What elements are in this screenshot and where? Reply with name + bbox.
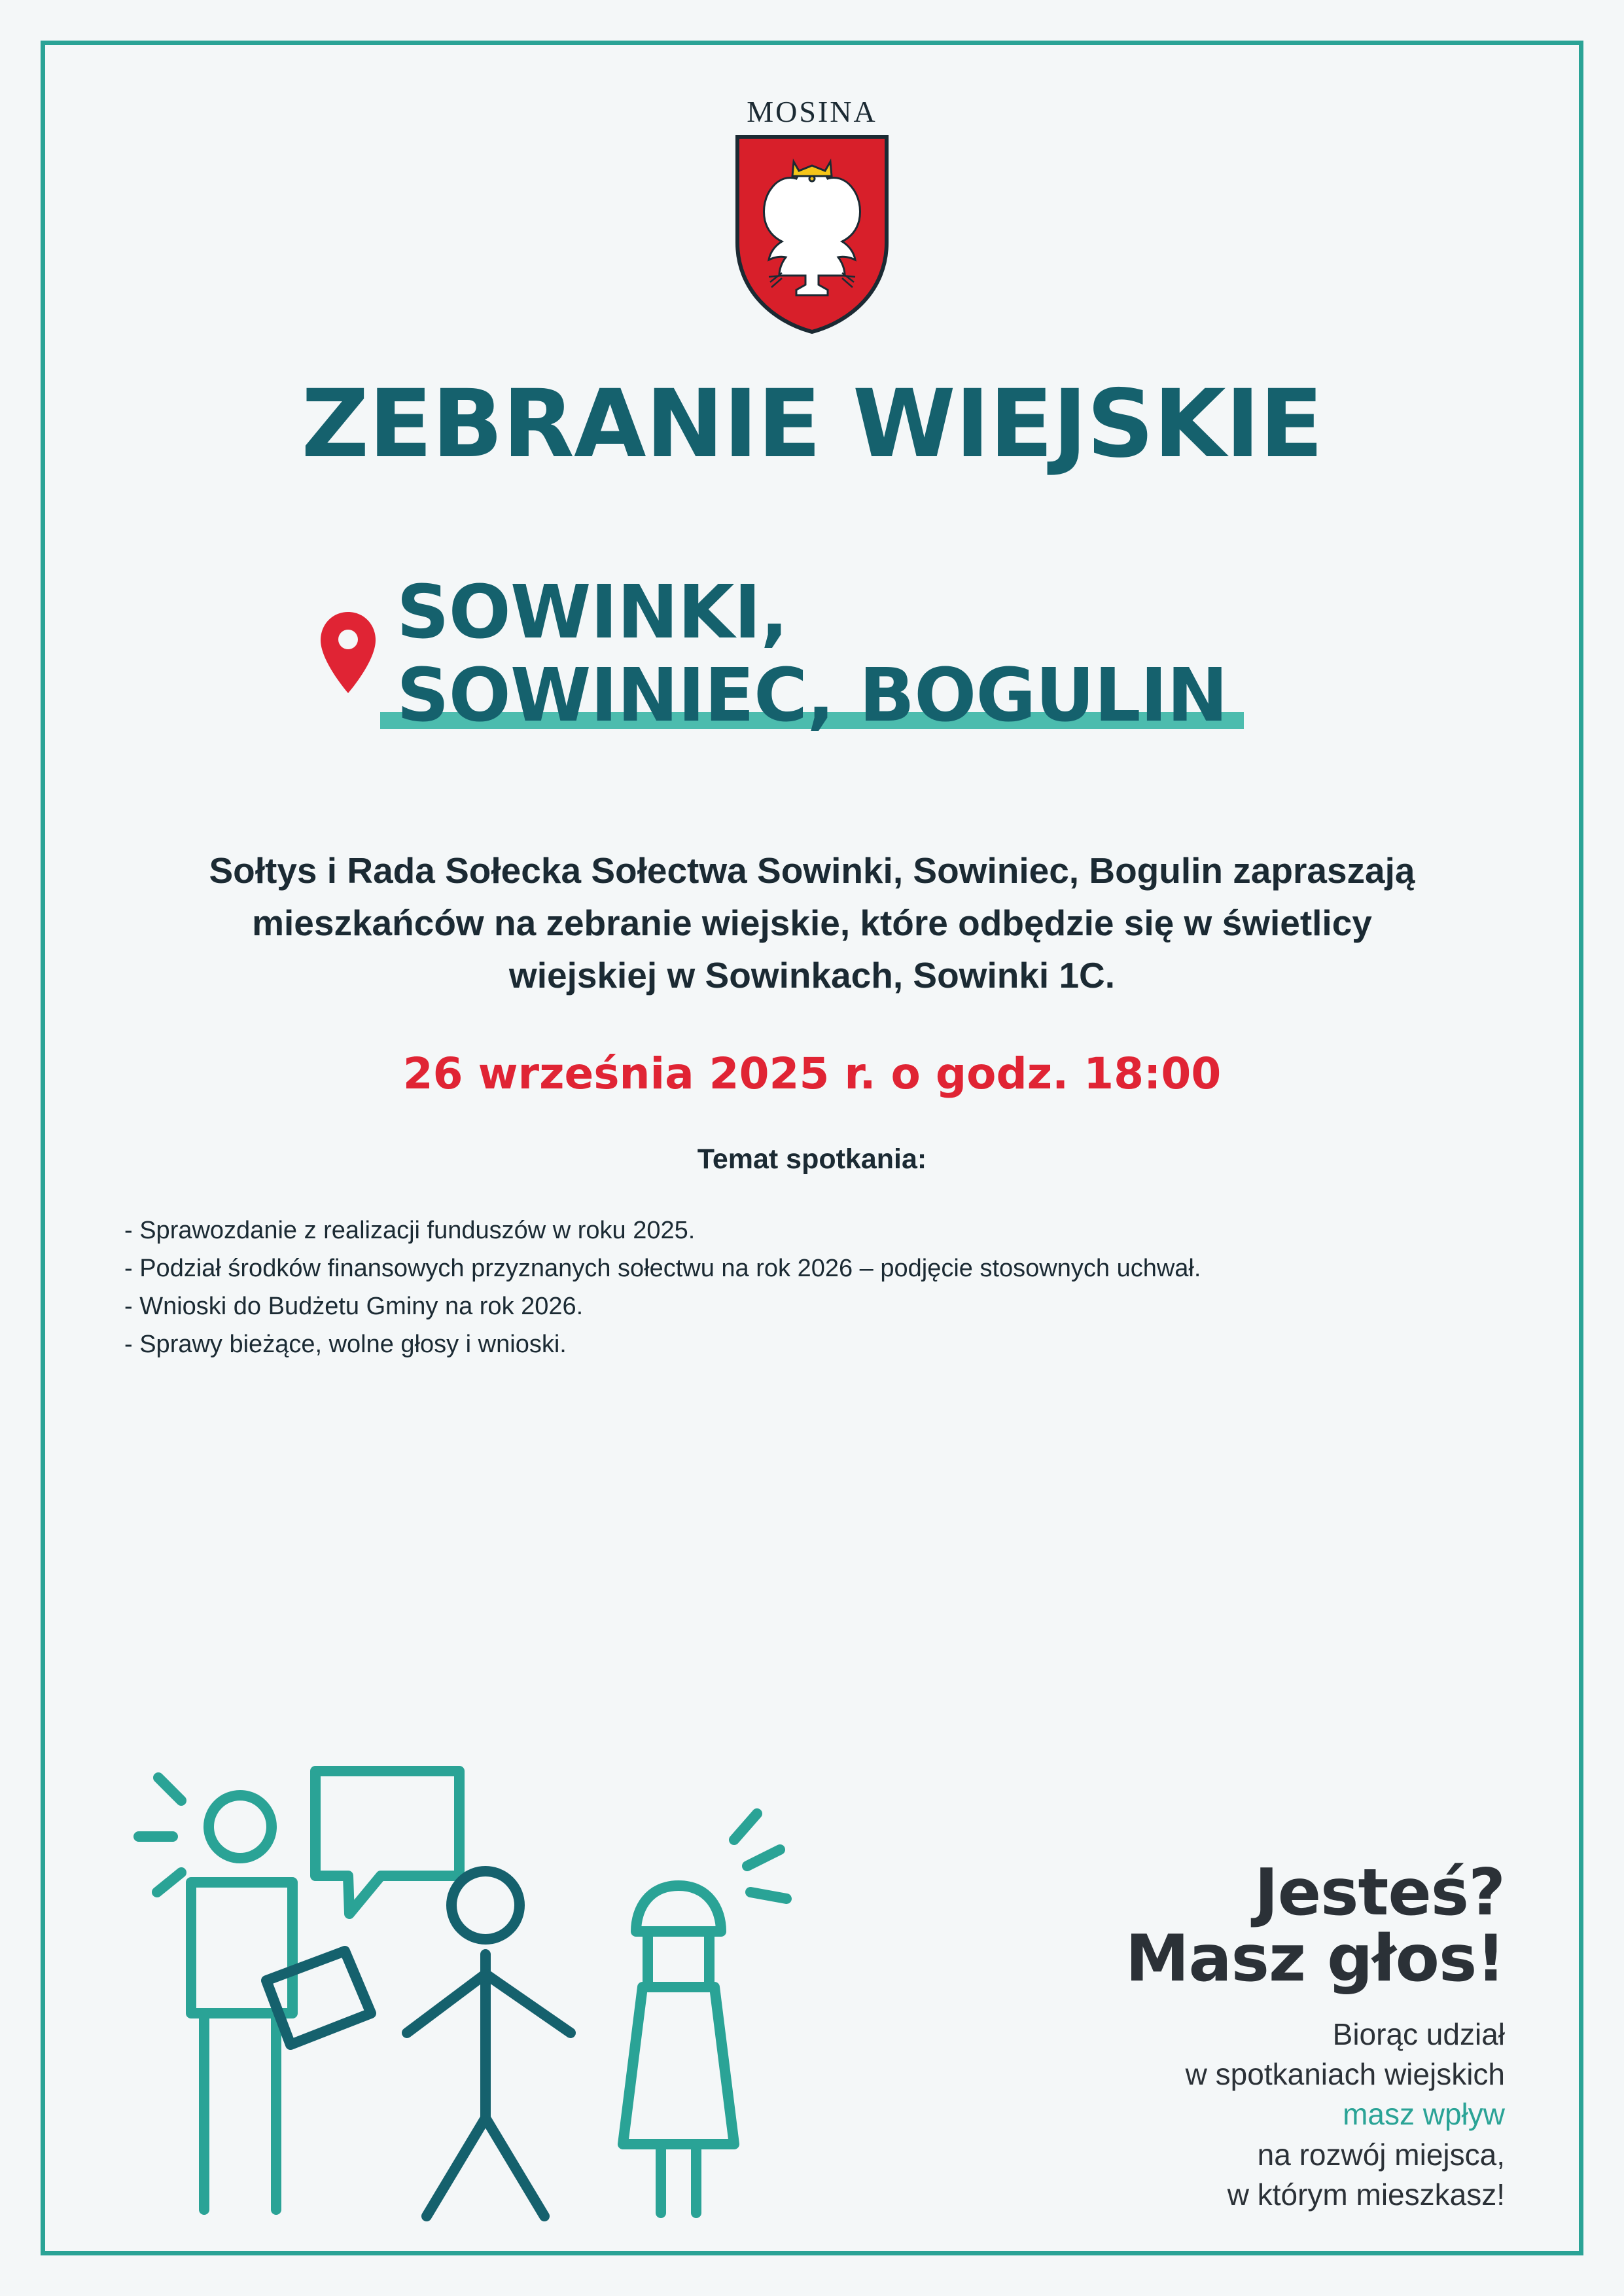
- location-line-2: SOWINIEC, BOGULIN: [397, 653, 1227, 738]
- people-talking-illustration: [119, 1751, 832, 2229]
- municipality-label: MOSINA: [747, 95, 877, 128]
- topic-title: Temat spotkania:: [697, 1143, 927, 1175]
- agenda-item: - Sprawozdanie z realizacji funduszów w roku 2025.: [124, 1217, 696, 1245]
- cta-subtext: [1125, 2015, 1505, 2215]
- crest-block: [119, 94, 1505, 336]
- agenda-item: - Wnioski do Budżetu Gminy na rok 2026.: [124, 1292, 584, 1320]
- cta-sub-accent: masz wpływ: [1343, 2097, 1505, 2132]
- cta-sub-line-1: Biorąc udział: [1332, 2017, 1505, 2052]
- cta-block: [1125, 1856, 1505, 2229]
- cta-line-1: Jesteś?: [1254, 1856, 1505, 1931]
- bottom-section: [119, 1751, 1505, 2229]
- agenda-list: [119, 1212, 1505, 1363]
- agenda-item: - Sprawy bieżące, wolne głosy i wnioski.: [124, 1330, 567, 1358]
- invitation-text: Sołtys i Rada Sołecka Sołectwa Sowinki, Sowiniec, Bogulin zapraszają mieszkańców na zebranie wiejskie, które odbędzie się w świetlicy wiejskiej w Sowinkach, Sowinki 1C.: [209, 850, 1415, 996]
- location-text: [397, 571, 1227, 737]
- page-title: ZEBRANIE WIEJSKIE: [301, 369, 1323, 478]
- location-block: [119, 571, 1505, 737]
- event-date: 26 września 2025 r. o godz. 18:00: [402, 1049, 1222, 1100]
- map-pin-icon: [318, 611, 378, 694]
- cta-line-2: Masz głos!: [1125, 1922, 1505, 1997]
- eagle-crest-icon: [733, 133, 891, 336]
- poster-content: [41, 41, 1583, 2255]
- location-line-1: SOWINKI,: [397, 570, 788, 656]
- agenda-item: - Podział środków finansowych przyznanych sołectwu na rok 2026 – podjęcie stosownych uchwał.: [124, 1255, 1201, 1283]
- cta-sub-line-3: na rozwój miejsca,: [1257, 2137, 1505, 2172]
- cta-sub-line-4: w którym mieszkasz!: [1227, 2177, 1505, 2212]
- cta-sub-line-2: w spotkaniach wiejskich: [1185, 2057, 1505, 2092]
